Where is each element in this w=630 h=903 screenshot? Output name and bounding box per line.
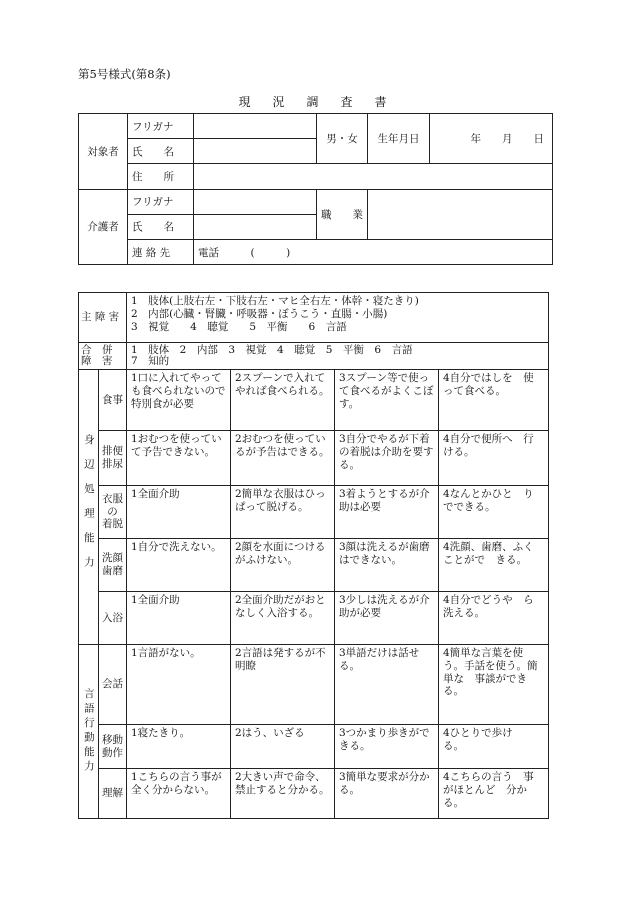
self-care-option[interactable]: 2全面介助だがおとなしく入浴する。	[231, 592, 335, 645]
self-care-option[interactable]: 2簡単な衣服はひっぱって脱げる。	[231, 486, 335, 539]
self-care-option[interactable]: 3顔は洗えるが歯磨はできない。	[335, 539, 439, 592]
behavior-option[interactable]: 2言語は発するが不明瞭	[231, 645, 335, 725]
subject-birth-label: 生年月日	[368, 114, 430, 164]
behavior-item: 理解	[99, 769, 127, 819]
combined-disability-options[interactable]	[127, 343, 549, 370]
self-care-option[interactable]: 1おむつを使っていて予告できない。	[127, 431, 231, 486]
self-care-option[interactable]: 4自分でどうや ら洗える。	[439, 592, 549, 645]
caregiver-furigana-label: フリガナ	[128, 189, 194, 214]
behavior-option[interactable]: 4ひとりで歩け る。	[439, 725, 549, 769]
behavior-item: 移動 動作	[99, 725, 127, 769]
self-care-option[interactable]: 4なんとかひと りでできる。	[439, 486, 549, 539]
self-care-item: 衣服 の 着脱	[99, 486, 127, 539]
self-care-option[interactable]: 1口に入れてやっても食べられないので特別食が必要	[127, 370, 231, 431]
self-care-item: 排便 排尿	[99, 431, 127, 486]
behavior-option[interactable]: 1寝たきり。	[127, 725, 231, 769]
caregiver-label: 介護者	[79, 189, 128, 265]
caregiver-name-label: 氏 名	[128, 214, 194, 239]
self-care-option[interactable]: 1自分で洗えない。	[127, 539, 231, 592]
behavior-option[interactable]: 1言語がない。	[127, 645, 231, 725]
self-care-item: 食事	[99, 370, 127, 431]
combined-disability-label: 合 併 障 害	[79, 343, 127, 370]
form-number: 第5号様式(第8条)	[78, 67, 171, 81]
self-care-option[interactable]: 3着ようとするが介助は必要	[335, 486, 439, 539]
caregiver-phone-field[interactable]: 電話 ( )	[194, 239, 553, 264]
self-care-option[interactable]: 2おむつを使っているが予告はできる。	[231, 431, 335, 486]
ability-table	[78, 292, 549, 819]
behavior-option[interactable]: 2大きい声で命令、禁止すると分かる。	[231, 769, 335, 819]
caregiver-contact-label: 連 絡 先	[128, 239, 194, 264]
behavior-label: 言語行動能力	[79, 645, 99, 819]
self-care-option[interactable]: 1全面介助	[127, 592, 231, 645]
self-care-option[interactable]: 4自分で便所へ 行ける。	[439, 431, 549, 486]
self-care-option[interactable]: 2スプーンで入れてやれば食べられる。	[231, 370, 335, 431]
behavior-item: 会話	[99, 645, 127, 725]
self-care-option[interactable]: 4洗顔、歯磨、ふくことがで きる。	[439, 539, 549, 592]
caregiver-occupation-field[interactable]	[368, 189, 553, 239]
subject-address-label: 住 所	[128, 164, 194, 189]
self-care-option[interactable]: 3自分でやるが下着の着脱は介助を要する。	[335, 431, 439, 486]
main-disability-line-3: 3 視覚 4 聴覚 5 平衡 6 言語	[131, 320, 347, 333]
main-disability-line-1: 1 肢体(上肢右左・下肢右左・マヒ全右左・体幹・寝たきり)	[131, 295, 419, 307]
self-care-label: 身辺処理能力	[79, 370, 99, 645]
self-care-item: 洗顔 歯磨	[99, 539, 127, 592]
behavior-option[interactable]: 3簡単な要求が分かる。	[335, 769, 439, 819]
document-title: 現 況 調 査 書	[238, 95, 392, 109]
caregiver-name-field[interactable]	[194, 214, 317, 239]
subject-sex-select[interactable]: 男・女	[317, 114, 368, 164]
subject-furigana-field[interactable]	[194, 114, 317, 139]
self-care-option[interactable]: 1全面介助	[127, 486, 231, 539]
behavior-option[interactable]: 3単語だけは話せる。	[335, 645, 439, 725]
main-disability-line-2: 2 内部(心臓・腎臓・呼吸器・ぼうこう・直腸・小腸)	[131, 307, 388, 320]
subject-label: 対象者	[79, 114, 128, 190]
self-care-option[interactable]: 3少しは洗えるが介助が必要	[335, 592, 439, 645]
subject-birth-field[interactable]: 年 月 日	[430, 114, 553, 164]
combined-disability-line-2: 7 知的	[131, 355, 170, 367]
behavior-option[interactable]: 2はう、いざる	[231, 725, 335, 769]
subject-address-field[interactable]	[194, 164, 553, 189]
combined-disability-line-1: 1 肢体 2 内部 3 視覚 4 聴覚 5 平衡 6 言語	[131, 344, 413, 356]
behavior-option[interactable]: 3つかまり歩きができる。	[335, 725, 439, 769]
main-disability-options[interactable]	[127, 293, 549, 343]
self-care-option[interactable]: 3スプーン等で使って食べるがよくこぼす。	[335, 370, 439, 431]
caregiver-furigana-field[interactable]	[194, 189, 317, 214]
self-care-option[interactable]: 4自分ではしを 使って食べる。	[439, 370, 549, 431]
behavior-option[interactable]: 4簡単な言葉を使う。手話を使う。簡単な 事談ができる。	[439, 645, 549, 725]
subject-furigana-label: フリガナ	[128, 114, 194, 139]
caregiver-occupation-label: 職 業	[317, 189, 368, 239]
subject-name-label: 氏 名	[128, 139, 194, 164]
self-care-item: 入浴	[99, 592, 127, 645]
personal-info-table	[78, 113, 553, 265]
behavior-option[interactable]: 1こちらの言う事が全く分からない。	[127, 769, 231, 819]
behavior-option[interactable]: 4こちらの言う 事がほとんど 分かる。	[439, 769, 549, 819]
self-care-option[interactable]: 2顔を水面につけるがふけない。	[231, 539, 335, 592]
subject-name-field[interactable]	[194, 139, 317, 164]
main-disability-label: 主 障 害	[79, 293, 127, 343]
